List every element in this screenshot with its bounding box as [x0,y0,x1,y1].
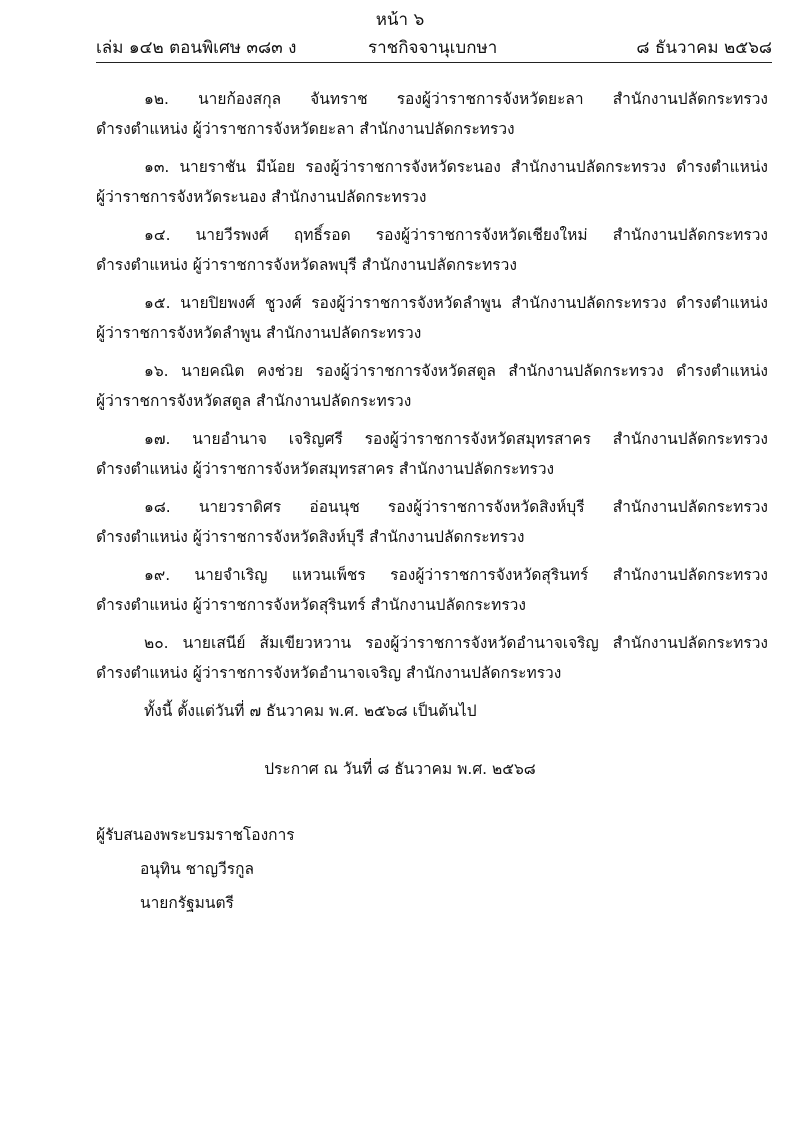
entry-line-1: ๑๒. นายก้องสกุล จันทราช รองผู้ว่าราชการจังหวัดยะลา สำนักงานปลัดกระทรวง [144,90,768,108]
appointment-entry [96,492,768,552]
appointment-entry [96,152,768,212]
appointment-entry [96,84,768,144]
effective-date-clause: ทั้งนี้ ตั้งแต่วันที่ ๗ ธันวาคม พ.ศ. ๒๕๖๘ เป็นต้นไป [144,702,477,720]
appointment-entry [96,560,768,620]
appointment-entry [96,628,768,688]
entry-line-1: ๒๐. นายเสนีย์ ส้มเขียวหวาน รองผู้ว่าราชการจังหวัดอำนาจเจริญ สำนักงานปลัดกระทรวง [144,634,768,652]
appointment-entry [96,424,768,484]
entry-line-2: ดำรงตำแหน่ง ผู้ว่าราชการจังหวัดลพบุรี สำนักงานปลัดกระทรวง [96,256,517,274]
page-number: หน้า ๖ [375,10,425,30]
document-body [96,84,768,726]
entry-line-1: ๑๗. นายอำนาจ เจริญศรี รองผู้ว่าราชการจังหวัดสมุทรสาคร สำนักงานปลัดกระทรวง [144,430,768,448]
entry-line-2: ผู้ว่าราชการจังหวัดระนอง สำนักงานปลัดกระทรวง [96,188,427,206]
volume-issue: เล่ม ๑๔๒ ตอนพิเศษ ๓๘๓ ง [96,38,297,58]
entry-line-2: ดำรงตำแหน่ง ผู้ว่าราชการจังหวัดยะลา สำนักงานปลัดกระทรวง [96,120,515,138]
countersign-name: อนุทิน ชาญวีรกูล [140,860,254,878]
publication-date: ๘ ธันวาคม ๒๕๖๘ [636,38,772,58]
appointment-entry [96,220,768,280]
entry-line-1: ๑๓. นายราชัน มีน้อย รองผู้ว่าราชการจังหวัดระนอง สำนักงานปลัดกระทรวง ดำรงตำแหน่ง [144,158,768,176]
header-rule [96,62,772,63]
entry-line-2: ดำรงตำแหน่ง ผู้ว่าราชการจังหวัดอำนาจเจริญ สำนักงานปลัดกระทรวง [96,664,562,682]
entry-line-2: ดำรงตำแหน่ง ผู้ว่าราชการจังหวัดสมุทรสาคร สำนักงานปลัดกระทรวง [96,460,555,478]
entry-line-2: ผู้ว่าราชการจังหวัดสตูล สำนักงานปลัดกระทรวง [96,392,412,410]
entry-line-2: ผู้ว่าราชการจังหวัดลำพูน สำนักงานปลัดกระทรวง [96,324,422,342]
entry-line-2: ดำรงตำแหน่ง ผู้ว่าราชการจังหวัดสุรินทร์ สำนักงานปลัดกระทรวง [96,596,526,614]
entry-line-1: ๑๖. นายคณิต คงช่วย รองผู้ว่าราชการจังหวัดสตูล สำนักงานปลัดกระทรวง ดำรงตำแหน่ง [144,362,768,380]
entry-line-2: ดำรงตำแหน่ง ผู้ว่าราชการจังหวัดสิงห์บุรี สำนักงานปลัดกระทรวง [96,528,525,546]
entry-line-1: ๑๕. นายปิยพงศ์ ชูวงศ์ รองผู้ว่าราชการจังหวัดลำพูน สำนักงานปลัดกระทรวง ดำรงตำแหน่ง [144,294,768,312]
gazette-name: ราชกิจจานุเบกษา [368,38,498,58]
entry-line-1: ๑๙. นายจำเริญ แหวนเพ็ชร รองผู้ว่าราชการจังหวัดสุรินทร์ สำนักงานปลัดกระทรวง [144,566,768,584]
appointment-entry [96,288,768,348]
countersign-title: ผู้รับสนองพระบรมราชโองการ [96,826,295,844]
entry-line-1: ๑๔. นายวีรพงศ์ ฤทธิ์รอด รองผู้ว่าราชการจังหวัดเชียงใหม่ สำนักงานปลัดกระทรวง [144,226,768,244]
countersign-position: นายกรัฐมนตรี [140,894,234,912]
entry-line-1: ๑๘. นายวราดิศร อ่อนนุช รองผู้ว่าราชการจังหวัดสิงห์บุรี สำนักงานปลัดกระทรวง [144,498,768,516]
proclamation-date: ประกาศ ณ วันที่ ๘ ธันวาคม พ.ศ. ๒๕๖๘ [264,760,536,778]
appointment-entry [96,356,768,416]
gazette-header [96,34,772,60]
